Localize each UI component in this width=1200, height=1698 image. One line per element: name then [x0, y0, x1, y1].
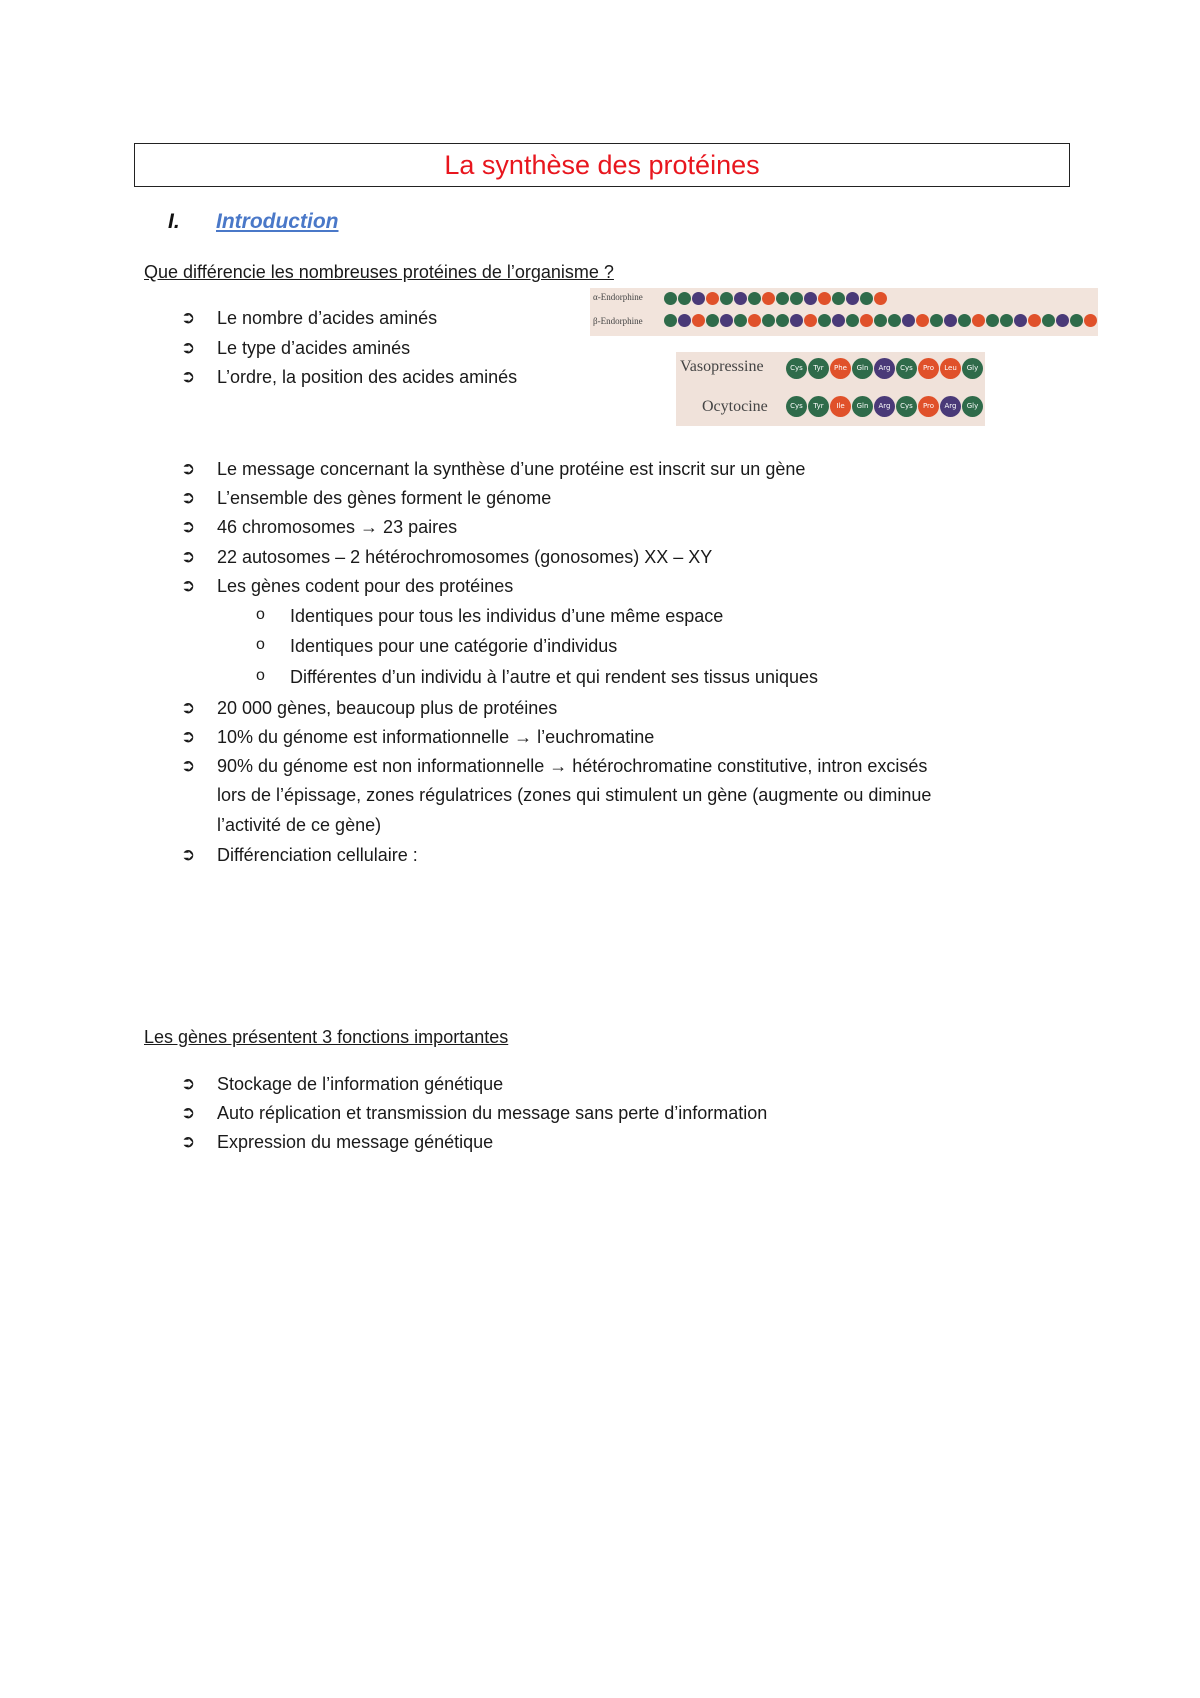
page-title: La synthèse des protéines: [444, 150, 760, 180]
bullet-text: Le type d’acides aminés: [217, 338, 411, 358]
beta-endorphin-residue-bead: [902, 314, 915, 327]
alpha-endorphin-residue-bead: [818, 292, 831, 305]
beta-endorphin-residue-bead: [986, 314, 999, 327]
beta-endorphin-residue-bead: [1000, 314, 1013, 327]
bullet-text: Le message concernant la synthèse d’une protéine est inscrit sur un gène: [217, 459, 806, 479]
circle-bullet-icon: o: [256, 667, 265, 684]
arrow-bullet-icon: ➲: [181, 1132, 196, 1151]
arrow-bullet-icon: ➲: [181, 547, 196, 566]
bullet-text: L’ordre, la position des acides aminés: [217, 367, 518, 387]
beta-endorphin-residue-bead: [1070, 314, 1083, 327]
beta-endorphin-residue-bead: [874, 314, 887, 327]
beta-endorphin-residue-bead: [706, 314, 719, 327]
beta-endorphin-residue-bead: [930, 314, 943, 327]
vasopressine-residue-bead: Gln: [852, 358, 873, 379]
question-heading-2: Les gènes présentent 3 fonctions importantes: [144, 1027, 509, 1047]
beta-endorphin-residue-bead: [1014, 314, 1027, 327]
alpha-endorphin-label: α-Endorphine: [593, 292, 643, 302]
ocytocine-label: Ocytocine: [702, 398, 768, 415]
bullet-text: 46 chromosomes → 23 paires: [217, 517, 458, 537]
arrow-bullet-icon: ➲: [181, 1103, 196, 1122]
bullet-text: Expression du message génétique: [217, 1132, 494, 1152]
alpha-endorphin-residue-bead: [720, 292, 733, 305]
alpha-endorphin-residue-bead: [776, 292, 789, 305]
ocytocine-residue-bead: Arg: [874, 396, 895, 417]
sub-bullet-text: Identiques pour une catégorie d’individus: [290, 636, 618, 656]
bullet-continuation: l’activité de ce gène): [217, 815, 382, 835]
circle-bullet-icon: o: [256, 636, 265, 653]
alpha-endorphin-residue-bead: [874, 292, 887, 305]
section-heading: [168, 210, 338, 234]
alpha-endorphin-residue-bead: [762, 292, 775, 305]
alpha-endorphin-residue-bead: [678, 292, 691, 305]
beta-endorphin-residue-bead: [678, 314, 691, 327]
bullet-text: 90% du génome est non informationnelle → hétérochromatine constitutive, intron excisés: [217, 756, 928, 776]
arrow-bullet-icon: ➲: [181, 517, 196, 536]
beta-endorphin-residue-bead: [692, 314, 705, 327]
beta-endorphin-residue-bead: [1084, 314, 1097, 327]
bullet-text: Les gènes codent pour des protéines: [217, 576, 514, 596]
beta-endorphin-label: β-Endorphine: [593, 316, 643, 326]
beta-endorphin-residue-bead: [818, 314, 831, 327]
section-title: Introduction: [216, 210, 339, 233]
vasopressine-residue-bead: Cys: [786, 358, 807, 379]
vasopressine-residue-bead: Tyr: [808, 358, 829, 379]
alpha-endorphin-residue-bead: [706, 292, 719, 305]
arrow-bullet-icon: ➲: [181, 338, 196, 357]
arrow-bullet-icon: ➲: [181, 576, 196, 595]
bullet-text: Auto réplication et transmission du message sans perte d’information: [217, 1103, 768, 1123]
arrow-bullet-icon: ➲: [181, 459, 196, 478]
sub-bullet-text: Différentes d’un individu à l’autre et qui rendent ses tissus uniques: [290, 667, 818, 687]
vasopressine-residue-bead: Phe: [830, 358, 851, 379]
question-heading-1: Que différencie les nombreuses protéines de l’organisme ?: [144, 262, 614, 282]
beta-endorphin-residue-bead: [720, 314, 733, 327]
ocytocine-residue-bead: Gly: [962, 396, 983, 417]
beta-endorphin-residue-bead: [1028, 314, 1041, 327]
beta-endorphin-residue-bead: [832, 314, 845, 327]
alpha-endorphin-residue-bead: [748, 292, 761, 305]
beta-endorphin-residue-bead: [972, 314, 985, 327]
ocytocine-residue-bead: Pro: [918, 396, 939, 417]
section-number: I.: [168, 210, 180, 233]
beta-endorphin-residue-bead: [1042, 314, 1055, 327]
vasopressine-residue-bead: Gly: [962, 358, 983, 379]
vasopressine-residue-bead: Arg: [874, 358, 895, 379]
beta-endorphin-residue-bead: [846, 314, 859, 327]
arrow-bullet-icon: ➲: [181, 727, 196, 746]
beta-endorphin-residue-bead: [860, 314, 873, 327]
alpha-endorphin-residue-bead: [846, 292, 859, 305]
beta-endorphin-residue-bead: [804, 314, 817, 327]
alpha-endorphin-residue-bead: [734, 292, 747, 305]
beta-endorphin-residue-bead: [734, 314, 747, 327]
arrow-bullet-icon: ➲: [181, 698, 196, 717]
endorphin-sequence-figure: [590, 288, 1098, 336]
bullet-text: 10% du génome est informationnelle → l’euchromatine: [217, 727, 655, 747]
vasopressine-residue-bead: Cys: [896, 358, 917, 379]
hormone-sequence-figure: [676, 352, 985, 426]
title-box: [134, 143, 1070, 187]
alpha-endorphin-residue-bead: [692, 292, 705, 305]
bullet-text: Le nombre d’acides aminés: [217, 308, 438, 328]
beta-endorphin-residue-bead: [762, 314, 775, 327]
alpha-endorphin-residue-bead: [832, 292, 845, 305]
arrow-bullet-icon: ➲: [181, 756, 196, 775]
arrow-bullet-icon: ➲: [181, 1074, 196, 1093]
beta-endorphin-residue-bead: [1056, 314, 1069, 327]
bullet-text: L’ensemble des gènes forment le génome: [217, 488, 552, 508]
beta-endorphin-residue-bead: [916, 314, 929, 327]
bullet-text: 22 autosomes – 2 hétérochromosomes (gonosomes) XX – XY: [217, 547, 713, 567]
alpha-endorphin-residue-bead: [804, 292, 817, 305]
beta-endorphin-residue-bead: [776, 314, 789, 327]
beta-endorphin-residue-bead: [888, 314, 901, 327]
vasopressine-label: Vasopressine: [680, 358, 764, 375]
arrow-bullet-icon: ➲: [181, 308, 196, 327]
ocytocine-residue-bead: Tyr: [808, 396, 829, 417]
circle-bullet-icon: o: [256, 606, 265, 623]
bullet-text: Différenciation cellulaire :: [217, 845, 418, 865]
beta-endorphin-residue-bead: [958, 314, 971, 327]
arrow-bullet-icon: ➲: [181, 488, 196, 507]
beta-endorphin-residue-bead: [748, 314, 761, 327]
sub-bullet-text: Identiques pour tous les individus d’une même espace: [290, 606, 724, 626]
arrow-bullet-icon: ➲: [181, 367, 196, 386]
vasopressine-residue-bead: Pro: [918, 358, 939, 379]
beta-endorphin-residue-bead: [664, 314, 677, 327]
ocytocine-residue-bead: Arg: [940, 396, 961, 417]
beta-endorphin-residue-bead: [790, 314, 803, 327]
ocytocine-residue-bead: Ile: [830, 396, 851, 417]
alpha-endorphin-residue-bead: [860, 292, 873, 305]
alpha-endorphin-residue-bead: [790, 292, 803, 305]
ocytocine-residue-bead: Cys: [786, 396, 807, 417]
vasopressine-residue-bead: Leu: [940, 358, 961, 379]
bullet-text: 20 000 gènes, beaucoup plus de protéines: [217, 698, 558, 718]
ocytocine-residue-bead: Gln: [852, 396, 873, 417]
bullet-text: Stockage de l’information génétique: [217, 1074, 504, 1094]
ocytocine-residue-bead: Cys: [896, 396, 917, 417]
arrow-bullet-icon: ➲: [181, 845, 196, 864]
alpha-endorphin-residue-bead: [664, 292, 677, 305]
bullet-continuation: lors de l’épissage, zones régulatrices (zones qui stimulent un gène (augmente ou diminue: [217, 785, 932, 805]
beta-endorphin-residue-bead: [944, 314, 957, 327]
